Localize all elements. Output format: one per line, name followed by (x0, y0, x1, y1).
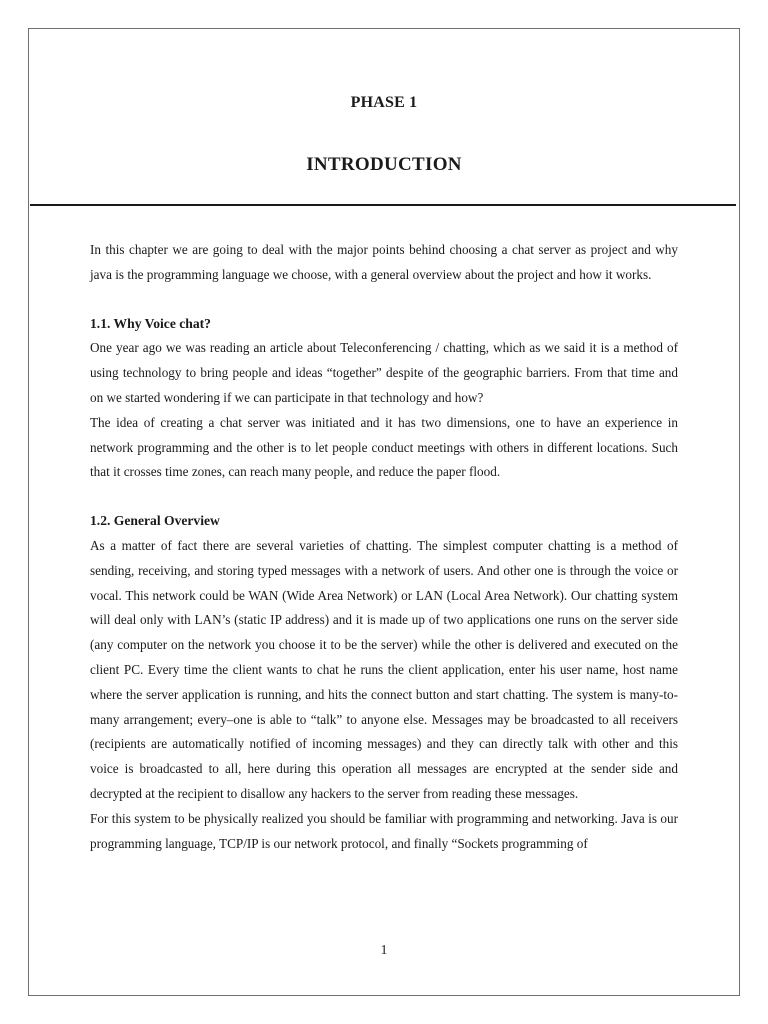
paragraph: As a matter of fact there are several varieties of chatting. The simplest computer chatting is a method of sending, receiving, and storing typed messages with a network of users. And other one is through the voice or vocal. This network could be WAN (Wide Area Network) or LAN (Local Area Network). Our chatting system will deal only with LAN’s (static IP address) and it is made up of two applications one runs on the server side (any computer on the network you choose it to be the server) while the other is delivered and executed on the client PC. Every time the client wants to chat he runs the client application, enter his user name, host name where the server application is running, and hits the connect button and start chatting. The system is many-to-many arrangement; every–one is able to “talk” to anyone else. Messages may be broadcasted to all receivers (recipients are automatically notified of incoming messages) and they can directly talk with other and this voice is broadcasted to all, here during this operation all messages are encrypted at the sender side and decrypted at the recipient to disallow any hackers to the server from reading these messages. (90, 537, 678, 801)
header-divider (30, 204, 736, 206)
section-heading-why-voice-chat: 1.1. Why Voice chat? (90, 315, 211, 331)
spacer (90, 288, 678, 312)
paragraph: One year ago we was reading an article about Teleconferencing / chatting, which as we said it is a method of using technology to bring people and ideas “together” despite of the geographic barriers. From that time and on we started wondering if we can participate in that technology and how? (90, 340, 678, 405)
section-heading-general-overview: 1.2. General Overview (90, 513, 220, 529)
spacer (90, 485, 678, 509)
chapter-title: INTRODUCTION (306, 154, 462, 175)
paragraph: For this system to be physically realized you should be familiar with programming and networking. Java is our programming language, TCP/IP is our network protocol, and finally “Sockets programming of (90, 810, 678, 851)
page-number: 1 (380, 942, 388, 957)
paragraph: The idea of creating a chat server was initiated and it has two dimensions, one to have an experience in network programming and the other is to let people conduct meetings with others in different locations. Such that it crosses time zones, can reach many people, and reduce the paper flood. (90, 414, 678, 480)
document-body (90, 238, 678, 856)
intro-paragraph: In this chapter we are going to deal with the major points behind choosing a chat server as project and why java is the programming language we choose, with a general overview about the project and how it works. (90, 242, 678, 282)
phase-label: PHASE 1 (350, 94, 418, 111)
